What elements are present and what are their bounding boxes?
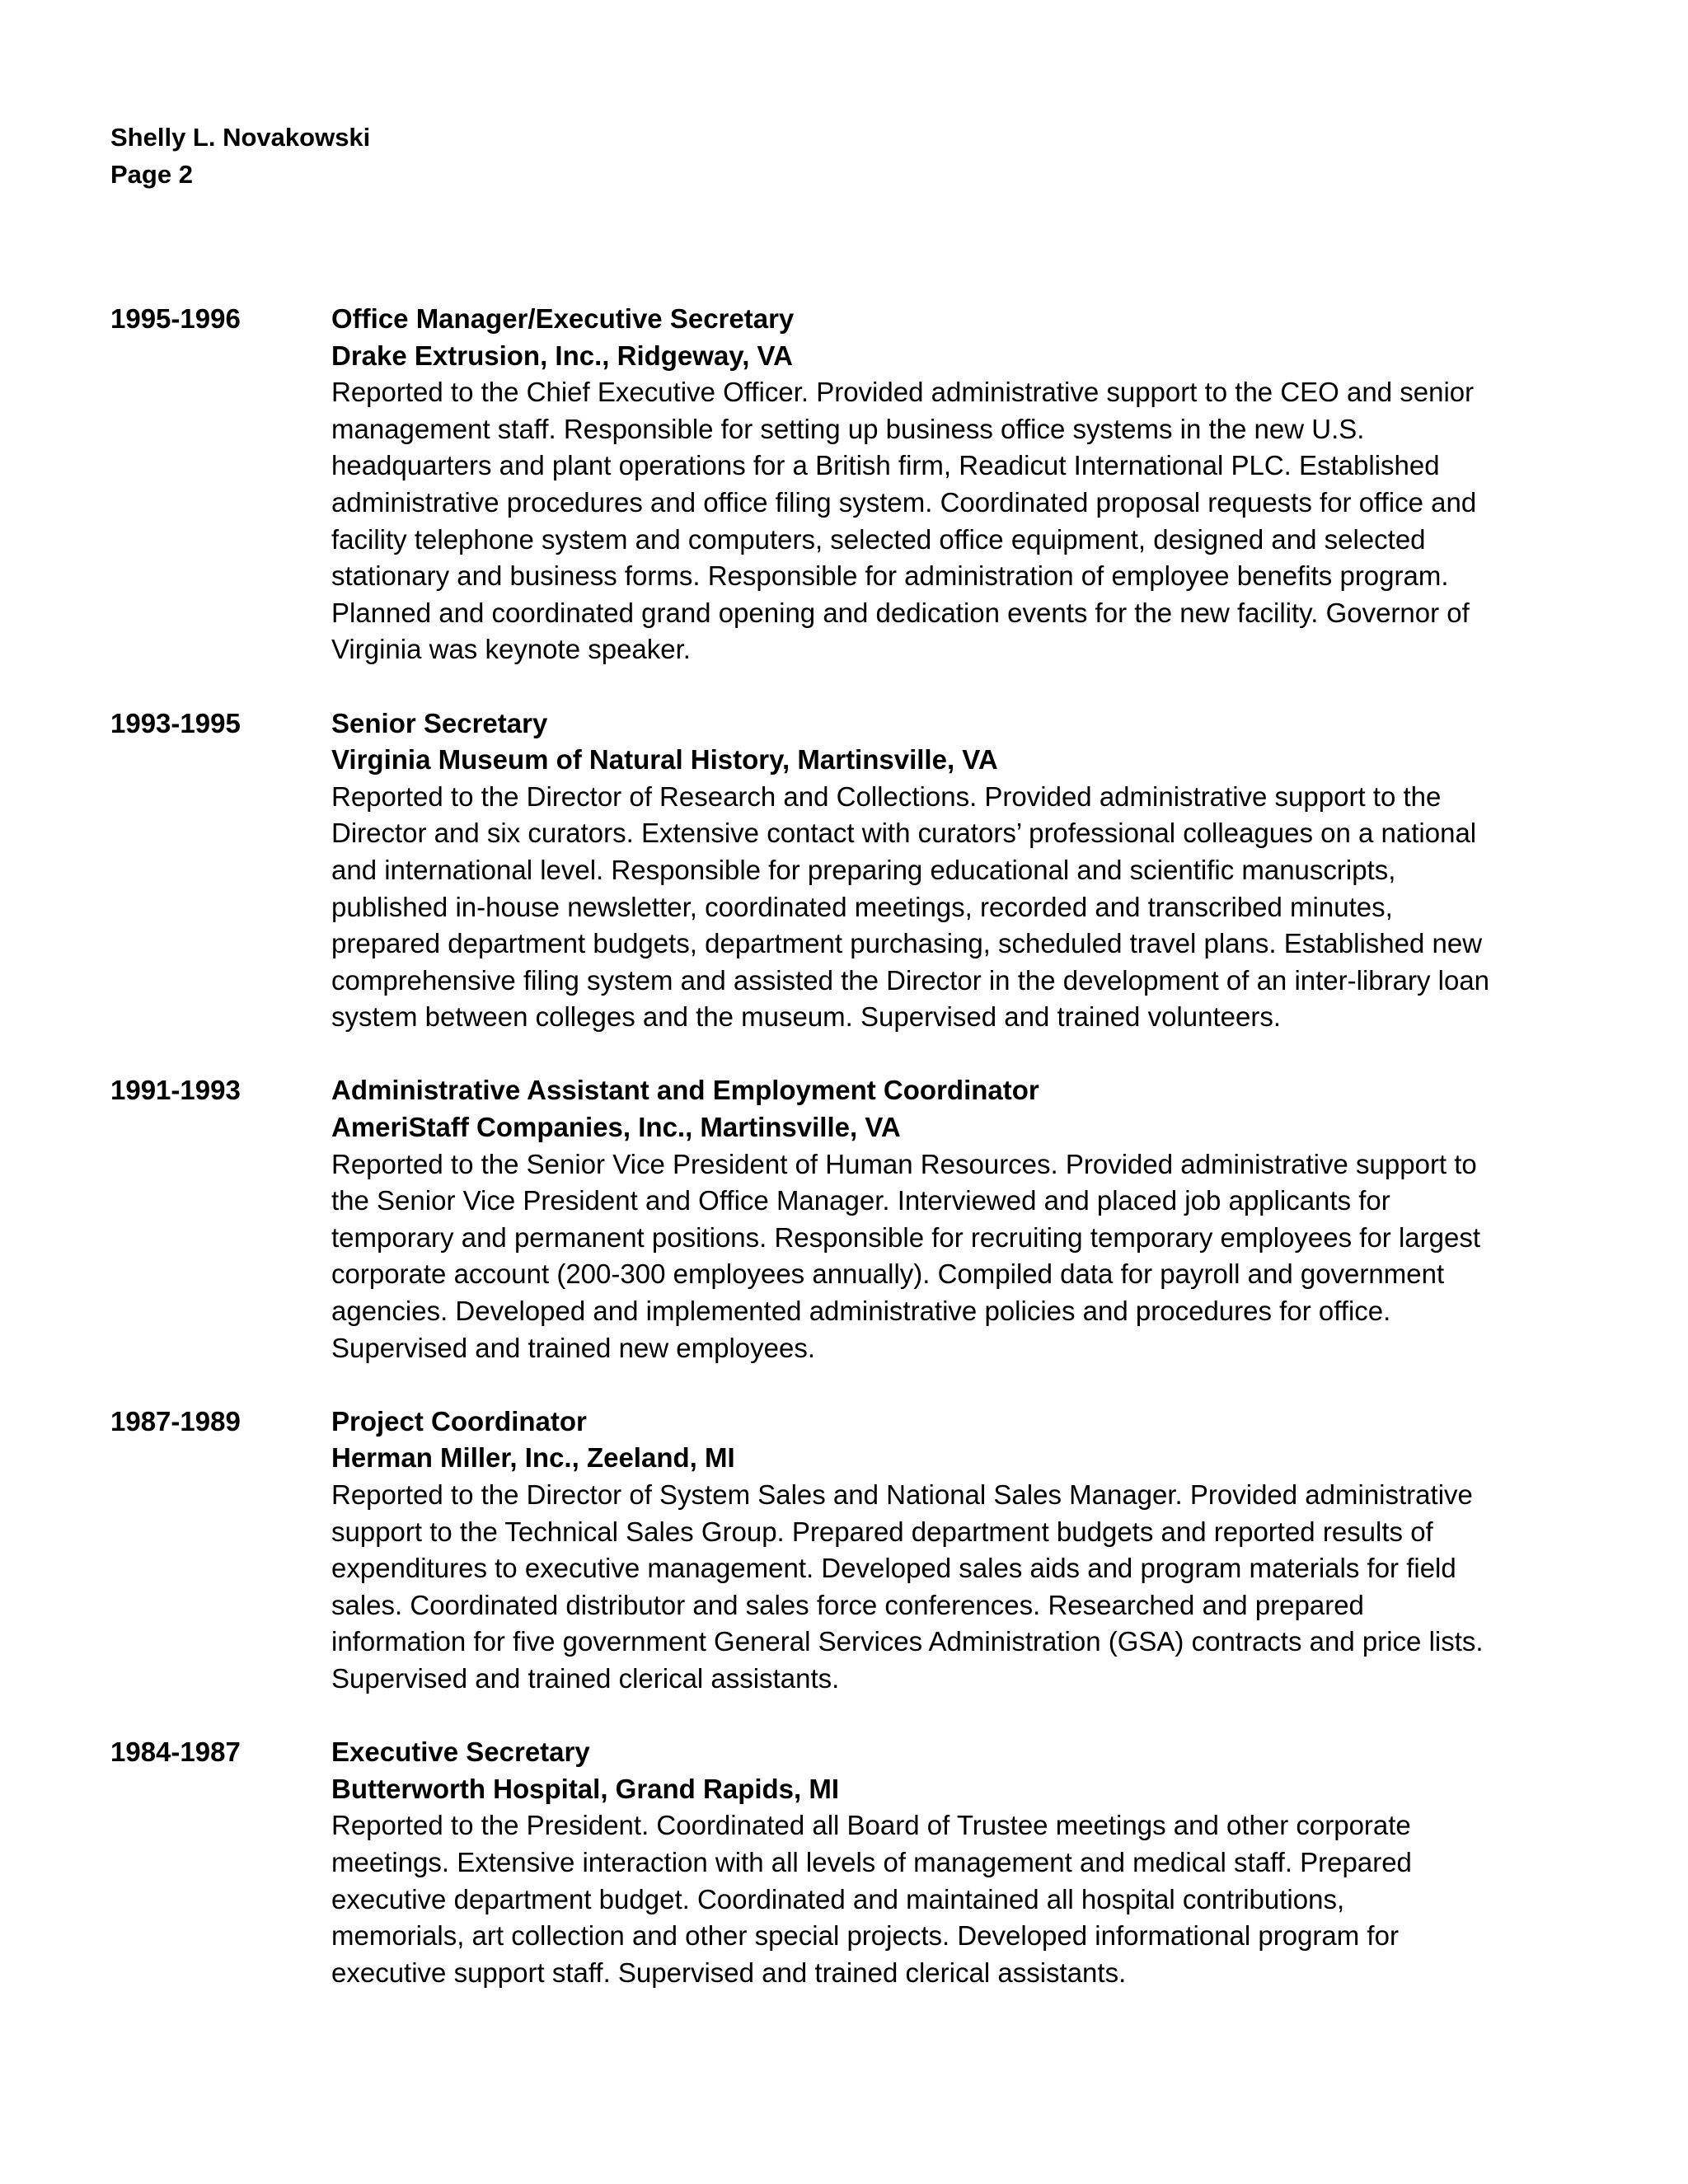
description-line: Virginia was keynote speaker.	[331, 634, 691, 665]
description-line: executive department budget. Coordinated and maintained all hospital contributions,	[331, 1883, 1345, 1915]
job-title: Administrative Assistant and Employment Coordinator	[331, 1075, 1039, 1106]
job-description	[331, 779, 1650, 1036]
description-line: system between colleges and the museum. Supervised and trained volunteers.	[331, 1001, 1281, 1033]
employer: Drake Extrusion, Inc., Ridgeway, VA	[331, 340, 793, 371]
description-line: Director and six curators. Extensive contact with curators’ professional colleagues on a national	[331, 818, 1477, 849]
job-title: Executive Secretary	[331, 1736, 590, 1768]
description-line: Reported to the Chief Executive Officer. Provided administrative support to the CEO and senior	[331, 377, 1475, 408]
description-line: corporate account (200-300 employees annually). Compiled data for payroll and government	[331, 1258, 1445, 1290]
description-line: executive support staff. Supervised and trained clerical assistants.	[331, 1957, 1127, 1988]
employer: Virginia Museum of Natural History, Martinsville, VA	[331, 744, 998, 776]
employer: Herman Miller, Inc., Zeeland, MI	[331, 1442, 735, 1474]
description-line: agencies. Developed and implemented administrative policies and procedures for office.	[331, 1296, 1391, 1327]
job-description	[331, 1477, 1650, 1698]
description-line: administrative procedures and office filing system. Coordinated proposal requests for office and	[331, 486, 1477, 518]
description-line: Reported to the Director of System Sales and National Sales Manager. Provided administrative	[331, 1479, 1473, 1510]
employer: Butterworth Hospital, Grand Rapids, MI	[331, 1773, 840, 1804]
description-line: facility telephone system and computers, selected office equipment, designed and selected	[331, 523, 1426, 555]
description-line: Planned and coordinated grand opening and dedication events for the new facility. Governor of	[331, 597, 1470, 628]
entry-years: 1984-1987	[110, 1736, 241, 1768]
description-line: Reported to the Director of Research and Collections. Provided administrative support to the	[331, 780, 1442, 812]
description-line: prepared department budgets, department purchasing, scheduled travel plans. Established new	[331, 928, 1483, 959]
page-number: Page 2	[110, 160, 193, 189]
entry-content	[331, 1072, 1650, 1366]
entry-years: 1987-1989	[110, 1405, 241, 1436]
entry-content	[331, 705, 1650, 1036]
entry-years: 1995-1996	[110, 303, 241, 334]
job-title: Senior Secretary	[331, 707, 548, 738]
employment-entry	[110, 301, 1578, 668]
applicant-name: Shelly L. Novakowski	[110, 123, 371, 152]
description-line: the Senior Vice President and Office Manager. Interviewed and placed job applicants for	[331, 1185, 1390, 1216]
description-line: temporary and permanent positions. Responsible for recruiting temporary employees for largest	[331, 1221, 1481, 1253]
employment-entry	[110, 1072, 1578, 1366]
employment-history	[110, 301, 1578, 1991]
description-line: memorials, art collection and other special projects. Developed informational program for	[331, 1920, 1399, 1952]
description-line: Supervised and trained new employees.	[331, 1332, 816, 1363]
page-header	[110, 119, 370, 193]
job-title: Project Coordinator	[331, 1405, 587, 1436]
job-description	[331, 374, 1650, 668]
entry-content	[331, 1404, 1650, 1698]
description-line: meetings. Extensive interaction with all levels of management and medical staff. Prepared	[331, 1846, 1412, 1877]
employment-entry	[110, 1734, 1578, 1991]
job-description	[331, 1807, 1650, 1991]
description-line: headquarters and plant operations for a British firm, Readicut International PLC. Established	[331, 450, 1440, 481]
description-line: support to the Technical Sales Group. Prepared department budgets and reported results of	[331, 1516, 1433, 1547]
description-line: sales. Coordinated distributor and sales force conferences. Researched and prepared	[331, 1589, 1364, 1620]
description-line: Reported to the President. Coordinated all Board of Trustee meetings and other corporate	[331, 1810, 1411, 1841]
job-title: Office Manager/Executive Secretary	[331, 303, 795, 334]
employer: AmeriStaff Companies, Inc., Martinsville, VA	[331, 1112, 901, 1143]
entry-content	[331, 301, 1650, 668]
description-line: stationary and business forms. Responsible for administration of employee benefits program.	[331, 560, 1449, 592]
description-line: published in-house newsletter, coordinated meetings, recorded and transcribed minutes,	[331, 891, 1393, 922]
job-description	[331, 1146, 1650, 1367]
entry-content	[331, 1734, 1650, 1991]
description-line: expenditures to executive management. Developed sales aids and program materials for field	[331, 1553, 1456, 1584]
employment-entry	[110, 1404, 1578, 1698]
entry-years: 1991-1993	[110, 1075, 241, 1106]
entry-years: 1993-1995	[110, 707, 241, 738]
description-line: information for five government General Services Administration (GSA) contracts and price lists.	[331, 1626, 1484, 1657]
description-line: comprehensive filing system and assisted the Director in the development of an inter-library loan	[331, 964, 1490, 996]
description-line: Reported to the Senior Vice President of Human Resources. Provided administrative support to	[331, 1148, 1477, 1179]
employment-entry	[110, 705, 1578, 1036]
description-line: and international level. Responsible for preparing educational and scientific manuscripts,	[331, 854, 1396, 885]
description-line: management staff. Responsible for setting up business office systems in the new U.S.	[331, 413, 1365, 444]
description-line: Supervised and trained clerical assistants.	[331, 1662, 840, 1694]
